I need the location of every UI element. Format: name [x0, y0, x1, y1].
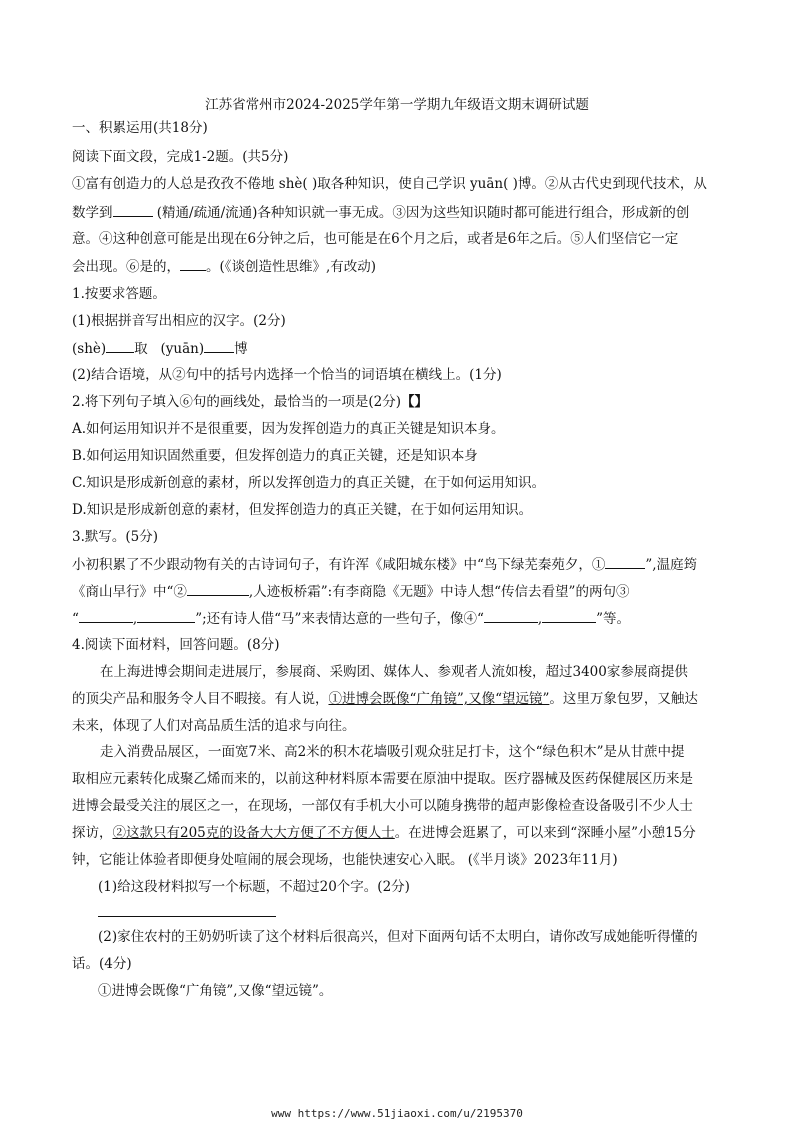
question-1-part-1: (1)根据拼音写出相应的汉字。(2分) [72, 313, 286, 329]
question-3-stem: 3.默写。(5分) [72, 529, 159, 545]
fill-blank[interactable] [204, 338, 234, 353]
option-c: C.知识是形成新创意的素材，所以发挥创造力的真正关键，在于如何运用知识。 [72, 475, 546, 491]
answer-bracket: 【】 [401, 394, 429, 410]
fill-blank[interactable] [180, 256, 206, 271]
option-d: D.知识是形成新创意的素材，但发挥创造力的真正关键，在于如何运用知识。 [72, 502, 533, 518]
underlined-sentence-2: ②这款只有205克的设备大大方便了不方便人士 [112, 825, 395, 841]
underlined-sentence-1: ①进博会既像“广角镜”,又像“望远镜” [328, 691, 550, 707]
question-4-sub-1: (1)给这段材料拟写一个标题，不超过20个字。(2分) [98, 879, 410, 895]
question-1-stem: 1.按要求答题。 [72, 286, 166, 302]
passage-line-1: ①富有创造力的人总是孜孜不倦地 shè( )取各种知识，使自己学识 yuān( )博。②从古代史到现代技术，从 [72, 176, 707, 192]
option-a: A.如何运用知识并不是很重要，因为发挥创造力的真正关键是知识本身。 [72, 421, 505, 437]
passage-line-4: 会出现。⑥是的， 。(《谈创造性思维》,有改动) [72, 256, 722, 277]
material-p2-line-2: 取相应元素转化成聚乙烯而来的，以前这种材料原本需要在原油中提取。医疗器械及医药保健展区历来是 [72, 771, 693, 787]
fill-blank[interactable] [484, 608, 538, 623]
option-b: B.如何运用知识固然重要，但发挥创造力的真正关键，还是知识本身 [72, 448, 478, 464]
question-1-part-2: (2)结合语境，从②句中的括号内选择一个恰当的词语填在横线上。(1分) [72, 367, 502, 383]
reading-intro: 阅读下面文段，完成1-2题。(共5分) [72, 149, 289, 165]
question-4-stem: 4.阅读下面材料，回答问题。(8分) [72, 637, 280, 653]
material-p2-line-1: 走入消费品展区，一面宽7米、高2米的积木花墙吸引观众驻足打卡，这个“绿色积木”是从甘蔗中提 [100, 744, 685, 760]
passage-line-3: 意。④这种创意可能是出现在6分钟之后，也可能是在6个月之后，或者是6年之后。⑤人们坚信它一定 [72, 231, 679, 247]
question-4-sub-2-line-1: (2)家住农村的王奶奶听读了这个材料后很高兴，但对下面两句话不太明白，请你改写成她能听得懂的 [98, 929, 698, 945]
fill-blank[interactable] [106, 338, 134, 353]
question-2-stem: 2.将下列句子填入⑥句的画线处，最恰当的一项是(2分)【】 [72, 394, 429, 410]
material-p2-line-3: 进博会最受关注的展区之一，在现场，一部仅有手机大小可以随身携带的超声影像检查设备吸引不少人士 [72, 798, 693, 814]
question-4-sub-2-item: ①进博会既像“广角镜”,又像“望远镜”。 [98, 983, 333, 999]
question-3-line-1: 小初积累了不少跟动物有关的古诗词句子，有许浑《咸阳城东楼》中“鸟下绿芜秦苑夕，① ”,温庭筠 [72, 554, 722, 575]
fill-blank[interactable] [187, 581, 249, 596]
question-3-line-2: 《商山早行》中“② ,人迹板桥霜”:有李商隐《无题》中诗人想“传信去看望”的两句③ [72, 581, 722, 602]
question-1-pinyin-row: (shè) 取 (yuān) 博 [72, 338, 722, 359]
fill-blank[interactable] [137, 608, 195, 623]
passage-line-2: 数学到 (精通/疏通/流通)各种知识就一事无成。③因为这些知识随时都可能进行组合，形成新的创 [72, 202, 722, 223]
fill-blank[interactable] [542, 608, 596, 623]
question-3-line-3: “ , ”;还有诗人借“马”来表情达意的一些句子，像④“ , ”等。 [72, 608, 722, 629]
material-p2-line-5: 钟，它能让体验者即便身处喧闹的展会现场，也能快速安心入眠。 (《半月谈》2023年11月) [72, 852, 618, 868]
material-p1-line-1: 在上海进博会期间走进展厅，参展商、采购团、媒体人、参观者人流如梭，超过3400家参展商提供 [100, 664, 688, 680]
question-4-sub-2-line-2: 话。(4分) [72, 956, 132, 972]
material-p1-line-2: 的顶尖产品和服务令人目不暇接。有人说，①进博会既像“广角镜”,又像“望远镜”。这里万象包罗，又触达 [72, 691, 698, 707]
answer-line[interactable] [98, 916, 276, 917]
footer-url: www https://www.51jiaoxi.com/u/2195370 [271, 1107, 523, 1120]
material-p1-line-3: 未来，体现了人们对高品质生活的追求与向往。 [72, 718, 356, 734]
fill-blank[interactable] [113, 202, 153, 217]
section-heading: 一、积累运用(共18分) [72, 120, 208, 136]
material-p2-line-4: 探访，②这款只有205克的设备大大方便了不方便人士。在进博会逛累了，可以来到“深睡小屋”小憩15分 [72, 825, 696, 841]
fill-blank[interactable] [605, 554, 645, 569]
exam-title: 江苏省常州市2024-2025学年第一学期九年级语文期末调研试题 [205, 97, 589, 113]
fill-blank[interactable] [79, 608, 133, 623]
